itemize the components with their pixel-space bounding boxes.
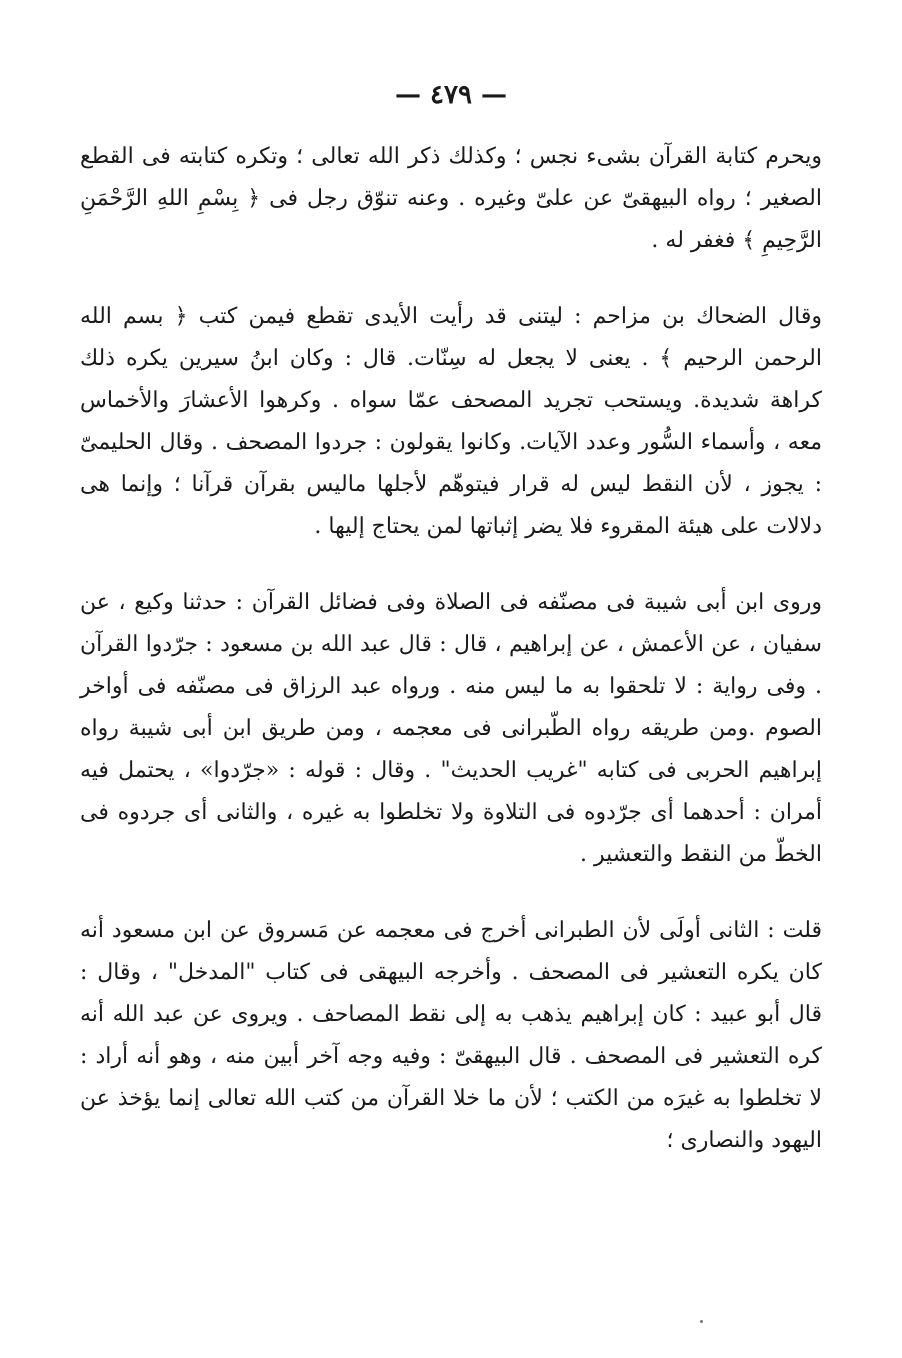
paragraph-1: ويحرم كتابة القرآن بشىء نجس ؛ وكذلك ذكر الله تعالى ؛ وتكره كتابته فى القطع الصغير ؛ رواه البيهقىّ عن علىّ وغيره . وعنه تنوّق رجل فى ﴿ بِسْمِ اللهِ الرَّحْمَنِ الرَّحِيمِ ﴾ فغفر له .: [80, 144, 822, 253]
paragraph-2: وقال الضحاك بن مزاحم : ليتنى قد رأيت الأيدى تقطع فيمن كتب ﴿ بسم الله الرحمن الرحيم ﴾ . يعنى لا يجعل له سِنّات. قال : وكان ابنُ سيرين يكره ذلك كراهة شديدة. ويستحب تجريد المصحف عمّا سواه . وكرهوا الأعشارَ والأخماس معه ، وأسماء السُّور وعدد الآيات. وكانوا يقولون : جردوا المصحف . وقال الحليمىّ : يجوز ، لأن النقط ليس له قرار فيتوهّم لأجلها ماليس بقرآن قرآنا ؛ وإنما هى دلالات على هيئة المقروء فلا يضر إثباتها لمن يحتاج إليها .: [80, 304, 822, 539]
print-speck: [700, 1320, 703, 1323]
paragraph-3: وروى ابن أبى شيبة فى مصنّفه فى الصلاة وفى فضائل القرآن : حدثنا وكيع ، عن سفيان ، عن الأعمش ، عن إبراهيم ، قال : قال عبد الله بن مسعود : جرّدوا القرآن . وفى رواية : لا تلحقوا به ما ليس منه . ورواه عبد الرزاق فى مصنّفه فى أواخر الصوم .ومن طريقه رواه الطّبرانى فى معجمه ، ومن طريق ابن أبى شيبة رواه إبراهيم الحربى فى كتابه "غريب الحديث" . وقال : قوله : «جرّدوا» ، يحتمل فيه أمران : أحدهما أى جرّدوه فى التلاوة ولا تخلطوا به غيره ، والثانى أى جردوه فى الخطّ من النقط والتعشير .: [80, 590, 822, 867]
paragraph-4: قلت : الثانى أولَى لأن الطبرانى أخرج فى معجمه عن مَسروق عن ابن مسعود أنه كان يكره التعشير فى المصحف . وأخرجه البيهقى فى كتاب "المدخل" ، وقال : قال أبو عبيد : كان إبراهيم يذهب به إلى نقط المصاحف . ويروى عن عبد الله أنه كره التعشير فى المصحف . قال البيهقىّ : وفيه وجه آخر أبين منه ، وهو أنه أراد : لا تخلطوا به غيرَه من الكتب ؛ لأن ما خلا القرآن من كتب الله تعالى إنما يؤخذ عن اليهود والنصارى ؛: [80, 918, 822, 1153]
page-number: — ٤٧٩ —: [394, 80, 508, 110]
